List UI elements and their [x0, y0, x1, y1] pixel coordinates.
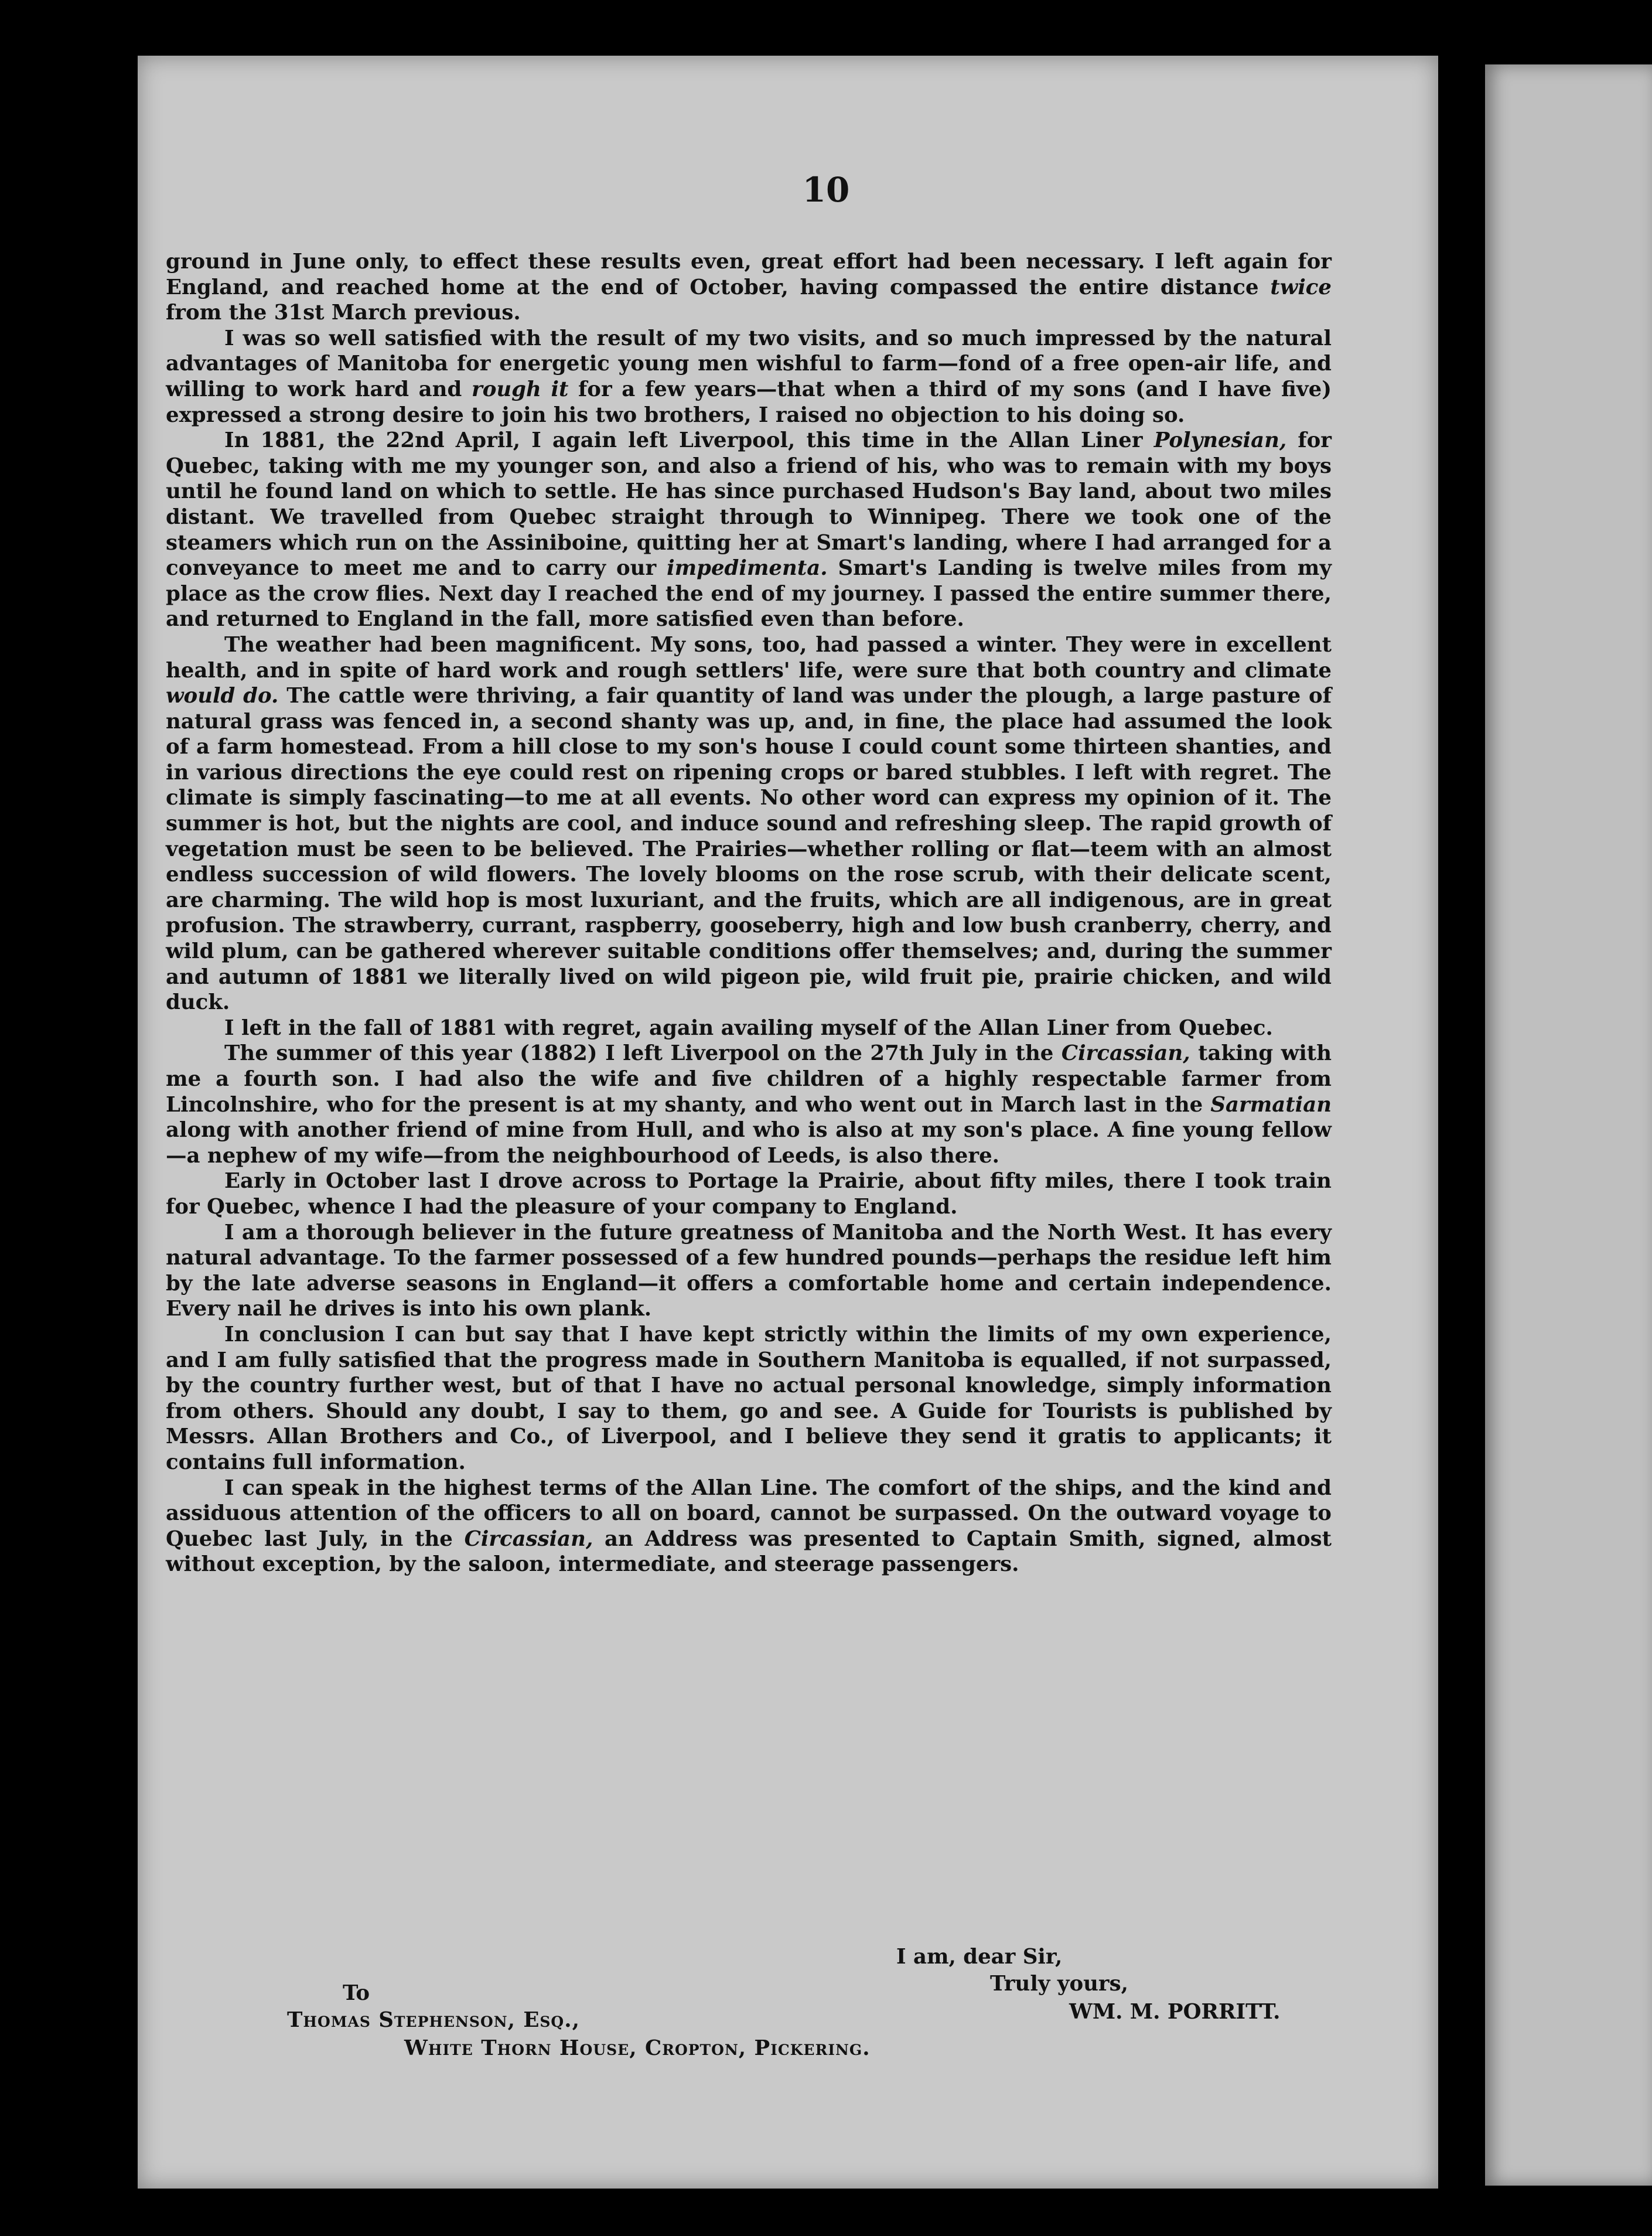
paragraph-8: I am a thorough believer in the future greatness of Manitoba and the North West. It has every natural advantage. To the farmer possessed of a few hundred pounds—perhaps the residue left him by the late adverse seasons in England—it offers a comfortable home and certain independence. Every nail he drives is into his own plank.	[166, 1220, 1332, 1321]
paragraph-10: I can speak in the highest terms of the Allan Line. The comfort of the ships, and the kind and assiduous attention of the officers to all on board, cannot be surpassed. On the outward voyage to Quebec last July, in the Circassian, an Address was presented to Captain Smith, signed, almost without exception, by the saloon, intermediate, and steerage passengers.	[166, 1475, 1332, 1577]
complimentary-close: Truly yours,	[990, 1972, 1128, 1996]
addressee-address: White Thorn House, Cropton, Pickering.	[404, 2036, 871, 2060]
paragraph-2: I was so well satisfied with the result of my two visits, and so much impressed by the natural advantages of Manitoba for energetic young men wishful to farm—fond of a free open-air life, and willing to work hard and rough it for a few years—that when a third of my sons (and I have five) expressed a strong desire to join his two brothers, I raised no objection to his doing so.	[166, 326, 1332, 427]
letter-closing	[0, 1944, 1652, 2085]
adjacent-page-edge	[1485, 64, 1652, 2186]
signature: WM. M. PORRITT.	[1069, 2000, 1281, 2024]
paragraph-4: The weather had been magnificent. My sons, too, had passed a winter. They were in excellent health, and in spite of hard work and rough settlers' life, were sure that both country and climate would do. The cattle were thriving, a fair quantity of land was under the plough, a large pasture of natural grass was fenced in, a second shanty was up, and, in fine, the place had assumed the look of a farm homestead. From a hill close to my son's house I could count some thirteen shanties, and in various directions the eye could rest on ripening crops or bared stubbles. I left with regret. The climate is simply fascinating—to me at all events. No other word can express my opinion of it. The summer is hot, but the nights are cool, and induce sound and refreshing sleep. The rapid growth of vegetation must be seen to be believed. The Prairies—whether rolling or flat—teem with an almost endless succession of wild flowers. The lovely blooms on the rose scrub, with their delicate scent, are charming. The wild hop is most luxuriant, and the fruits, which are all indigenous, are in great profusion. The strawberry, currant, raspberry, gooseberry, high and low bush cranberry, cherry, and wild plum, can be gathered wherever suitable conditions offer themselves; and, during the summer and autumn of 1881 we literally lived on wild pigeon pie, wild fruit pie, prairie chicken, and wild duck.	[166, 632, 1332, 1015]
paragraph-5: I left in the fall of 1881 with regret, again availing myself of the Allan Liner from Quebec.	[224, 1015, 1273, 1040]
paragraph-9: In conclusion I can but say that I have kept strictly within the limits of my own experience, and I am fully satisfied that the progress made in Southern Manitoba is equalled, if not surpassed, by the country further west, but of that I have no actual personal knowledge, simply information from others. Should any doubt, I say to them, go and see. A Guide for Tourists is published by Messrs. Allan Brothers and Co., of Liverpool, and I believe they send it gratis to applicants; it contains full information.	[166, 1322, 1332, 1474]
page-number: 10	[802, 170, 850, 210]
paragraph-1: ground in June only, to effect these results even, great effort had been necessary. I left again for England, and reached home at the end of October, having compassed the entire distance twice from the 31st March previous.	[166, 250, 1332, 325]
paragraph-6: The summer of this year (1882) I left Liverpool on the 27th July in the Circassian, taking with me a fourth son. I had also the wife and five children of a highly respectable farmer from Lincolnshire, who for the present is at my shanty, and who went out in March last in the Sarmatian along with another friend of mine from Hull, and who is also at my son's place. A fine young fellow—a nephew of my wife—from the neighbourhood of Leeds, is also there.	[166, 1041, 1332, 1168]
paragraph-3: In 1881, the 22nd April, I again left Liverpool, this time in the Allan Liner Polynesian, for Quebec, taking with me my younger son, and also a friend of his, who was to remain with my boys until he found land on which to settle. He has since purchased Hudson's Bay land, about two miles distant. We travelled from Quebec straight through to Winnipeg. There we took one of the steamers which run on the Assiniboine, quitting her at Smart's landing, where I had arranged for a conveyance to meet me and to carry our impedimenta. Smart's Landing is twelve miles from my place as the crow flies. Next day I reached the end of my journey. I passed the entire summer there, and returned to England in the fall, more satisfied even than before.	[166, 428, 1332, 632]
paragraph-7: Early in October last I drove across to Portage la Prairie, about fifty miles, there I took train for Quebec, whence I had the pleasure of your company to England.	[166, 1169, 1332, 1219]
addressee-name: Thomas Stephenson, Esq.,	[287, 2008, 580, 2032]
letter-body	[166, 249, 1332, 1577]
salutation: I am, dear Sir,	[896, 1945, 1063, 1969]
to-label: To	[343, 1981, 370, 2005]
